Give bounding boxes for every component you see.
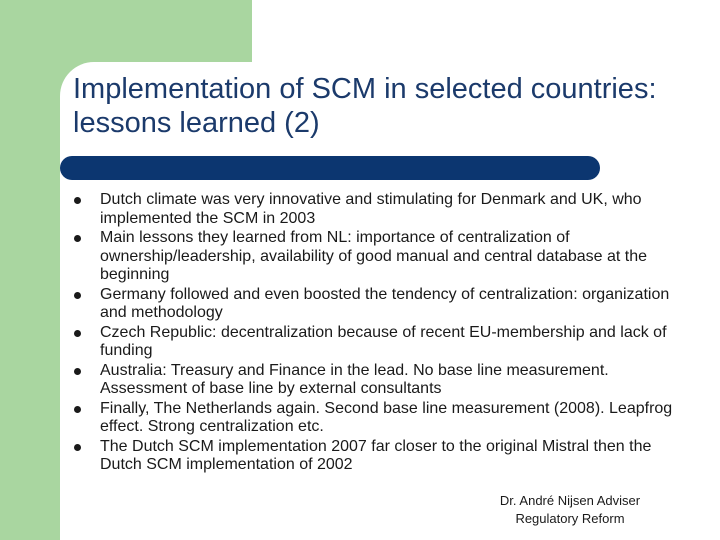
- bullet-dot-icon: [74, 235, 81, 242]
- bullet-text: Finally, The Netherlands again. Second base line measurement (2008). Leapfrog effect. Strong centralization etc.: [100, 399, 673, 435]
- bullet-dot-icon: [74, 444, 81, 451]
- bullet-item: [72, 362, 682, 399]
- bullet-text: Dutch climate was very innovative and stimulating for Denmark and UK, who implemented the SCM in 2003: [100, 191, 642, 227]
- bullet-dot-icon: [74, 292, 81, 299]
- bullet-item: [72, 438, 682, 475]
- bullet-dot-icon: [74, 197, 81, 204]
- bullet-dot-icon: [74, 406, 81, 413]
- bullet-list: [72, 191, 682, 476]
- bullet-item: [72, 229, 682, 285]
- bullet-text: Germany followed and even boosted the tendency of centralization: organization and methodology: [100, 285, 670, 321]
- slide-title: Implementation of SCM in selected countries: lessons learned (2): [73, 73, 657, 139]
- bullet-text: Main lessons they learned from NL: importance of centralization of ownership/leadership, availability of good manual and central database at the beginning: [100, 229, 648, 283]
- bullet-item: [72, 324, 682, 361]
- author-role: Regulatory Reform: [515, 511, 625, 526]
- author-footer: [460, 492, 680, 528]
- bullet-dot-icon: [74, 330, 81, 337]
- bullet-item: [72, 400, 682, 437]
- bullet-item: [72, 286, 682, 323]
- bullet-item: [72, 191, 682, 228]
- bullet-text: Czech Republic: decentralization because of recent EU-membership and lack of funding: [100, 323, 667, 359]
- bullet-dot-icon: [74, 368, 81, 375]
- bullet-text: The Dutch SCM implementation 2007 far closer to the original Mistral then the Dutch SCM implementation of 2002: [100, 437, 652, 473]
- title-divider-bar: [60, 156, 600, 180]
- bullet-text: Australia: Treasury and Finance in the lead. No base line measurement. Assessment of base line by external consultants: [100, 361, 609, 397]
- author-name: Dr. André Nijsen Adviser: [499, 493, 641, 508]
